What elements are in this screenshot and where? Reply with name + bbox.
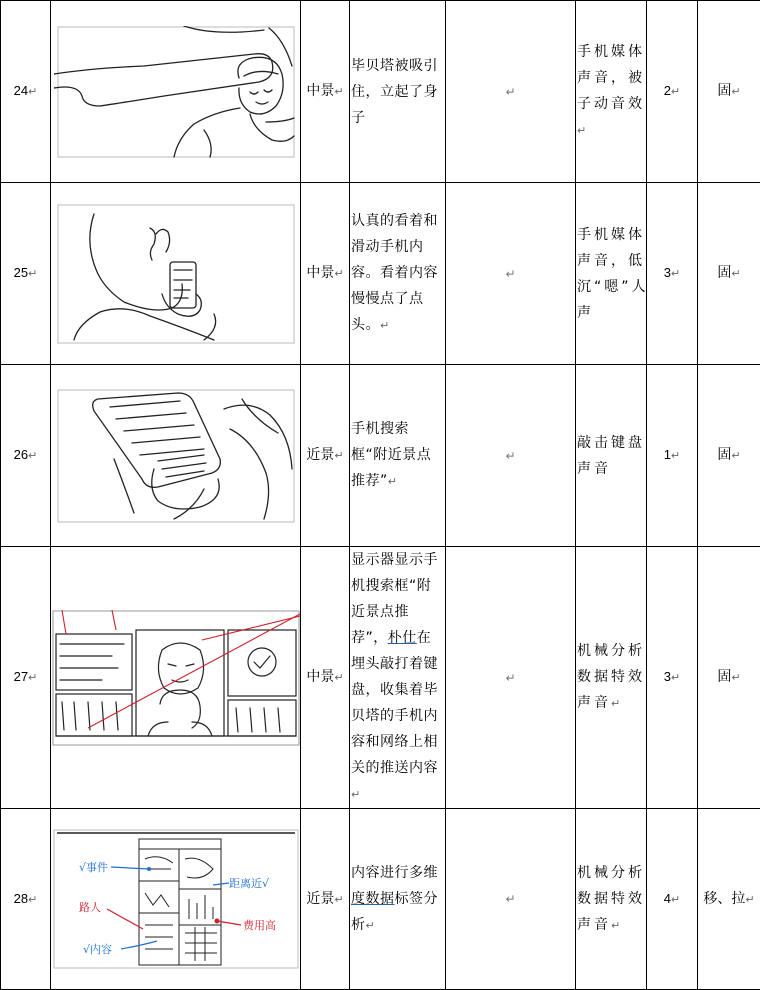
duration-cell: 1↵ xyxy=(647,365,698,547)
camera-move-cell: 固↵ xyxy=(698,183,760,365)
table-row xyxy=(1,547,760,809)
shot-scale-cell: 近景↵ xyxy=(301,809,350,990)
sketch-data-analysis xyxy=(53,829,299,969)
blank-cell: ↵ xyxy=(446,365,576,547)
shot-number-cell: 27↵ xyxy=(1,547,51,809)
table-row xyxy=(1,809,760,990)
shot-number-cell: 28↵ xyxy=(1,809,51,990)
camera-move-cell: 移、拉↵ xyxy=(698,809,760,990)
underlined-name: 朴仕 xyxy=(388,630,417,646)
sketch-phone-over-shoulder xyxy=(54,204,298,344)
shot-sketch-cell xyxy=(51,809,301,990)
sketch-boy-lying xyxy=(54,26,298,158)
sound-cell: 机械分析数据特效声音↵ xyxy=(576,547,647,809)
duration-cell: 3↵ xyxy=(647,183,698,365)
shot-sketch-cell xyxy=(51,365,301,547)
description-cell: 认真的看着和滑动手机内容。看着内容慢慢点了点头。↵ xyxy=(350,183,446,365)
underlined-term: 度数据 xyxy=(351,891,395,907)
shot-sketch-cell xyxy=(51,1,301,183)
sound-cell: 手机媒体声音，低沉“嗯”人声 xyxy=(576,183,647,365)
shot-scale-cell: 中景↵ xyxy=(301,183,350,365)
duration-cell: 2↵ xyxy=(647,1,698,183)
svg-text:费用高: 费用高 xyxy=(243,918,276,932)
blank-cell: ↵ xyxy=(446,1,576,183)
description-cell: 毕贝塔被吸引住，立起了身子 xyxy=(350,1,446,183)
table-row xyxy=(1,365,760,547)
camera-move-cell: 固↵ xyxy=(698,1,760,183)
shot-number-cell: 26↵ xyxy=(1,365,51,547)
table-row xyxy=(1,183,760,365)
description-cell: 内容进行多维度数据标签分析↵ xyxy=(350,809,446,990)
sketch-phone-search-closeup xyxy=(54,389,298,523)
shot-sketch-cell xyxy=(51,547,301,809)
blank-cell: ↵ xyxy=(446,183,576,365)
svg-text:距离近√: 距离近√ xyxy=(229,877,270,890)
sound-cell: 敲击键盘声音 xyxy=(576,365,647,547)
table-row xyxy=(1,1,760,183)
blank-cell: ↵ xyxy=(446,809,576,990)
shot-scale-cell: 中景↵ xyxy=(301,547,350,809)
sketch-monitor-wall xyxy=(52,610,300,746)
shot-scale-cell: 中景↵ xyxy=(301,1,350,183)
sound-cell: 手机媒体声音，被子动音效↵ xyxy=(576,1,647,183)
shot-scale-cell: 近景↵ xyxy=(301,365,350,547)
description-cell: 手机搜索框“附近景点推荐”↵ xyxy=(350,365,446,547)
shot-number-cell: 25↵ xyxy=(1,183,51,365)
svg-text:√内容: √内容 xyxy=(83,942,112,956)
svg-text:√事件: √事件 xyxy=(79,860,108,874)
description-cell: 显示器显示手机搜索框“附近景点推荐”，朴仕在埋头敲打着键盘，收集着毕贝塔的手机内容和网络上相关的推送内容↵ xyxy=(350,547,446,809)
camera-move-cell: 固↵ xyxy=(698,547,760,809)
svg-text:路人: 路人 xyxy=(79,901,101,914)
blank-cell: ↵ xyxy=(446,547,576,809)
duration-cell: 4↵ xyxy=(647,809,698,990)
shot-number-cell: 24↵ xyxy=(1,1,51,183)
duration-cell: 3↵ xyxy=(647,547,698,809)
sound-cell: 机械分析数据特效声音↵ xyxy=(576,809,647,990)
camera-move-cell: 固↵ xyxy=(698,365,760,547)
shot-sketch-cell xyxy=(51,183,301,365)
